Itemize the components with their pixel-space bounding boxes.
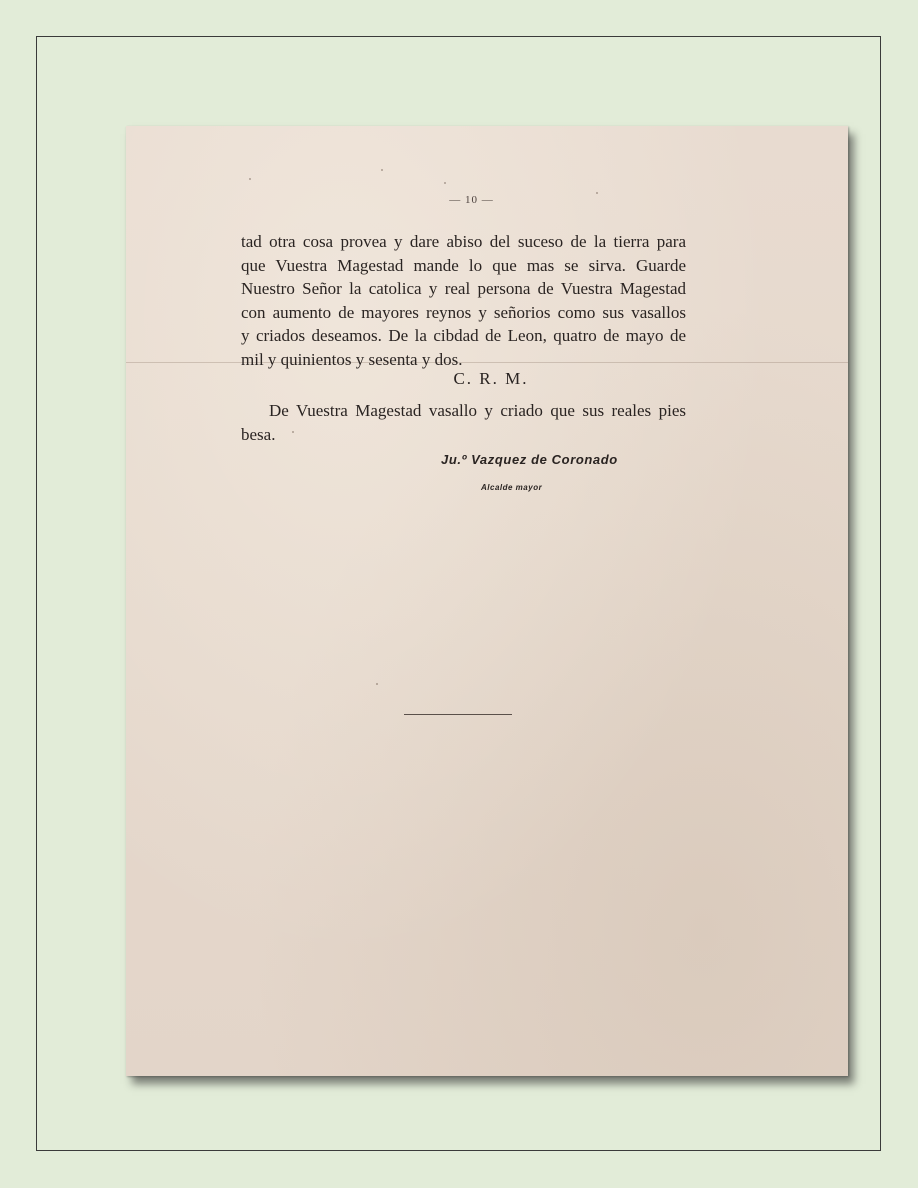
end-rule — [404, 714, 512, 715]
paper-speck — [249, 178, 251, 180]
body-line: y criados deseamos. De la cibdad de Leon, quatro de mayo de — [241, 326, 686, 346]
paper-speck — [376, 683, 378, 685]
signature-title: Alcalde mayor — [481, 483, 543, 492]
closing-line: besa. — [241, 424, 276, 444]
signature: Ju.º Vazquez de Coronado — [441, 452, 618, 467]
page-number: — 10 — — [449, 194, 494, 206]
body-line: que Vuestra Magestad mande lo que mas se sirva. Guarde — [241, 255, 686, 275]
body-line: tad otra cosa provea y dare abiso del suceso de la tierra para — [241, 232, 686, 251]
body-line: mil y quinientos y sesenta y dos. — [241, 349, 463, 369]
salutation: C. R. M. — [453, 369, 529, 388]
body-line: Nuestro Señor la catolica y real persona de Vuestra Magestad — [241, 279, 686, 299]
paper-speck — [381, 169, 383, 171]
document-page — [126, 126, 848, 1076]
body-line: con aumento de mayores reynos y señorios como sus vasallos — [241, 302, 686, 322]
paper-speck — [444, 182, 446, 184]
closing-line: De Vuestra Magestad vasallo y criado que sus reales pies — [269, 401, 686, 420]
body-paragraph — [241, 230, 686, 372]
closing-paragraph — [241, 399, 686, 446]
